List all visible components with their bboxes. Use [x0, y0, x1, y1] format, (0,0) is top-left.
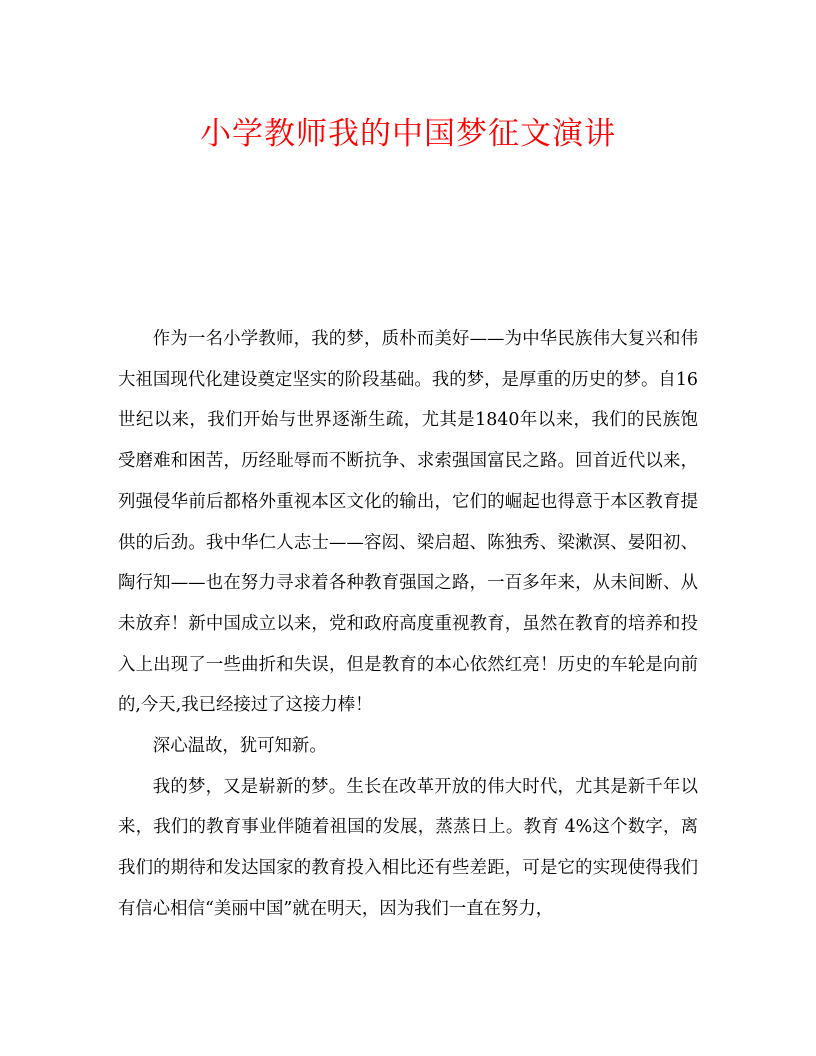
document-body: [118, 319, 698, 930]
paragraph-history-dream: 作为一名小学教师，我的梦，质朴而美好——为中华民族伟大复兴和伟大祖国现代化建设奠定坚实的阶段基础。我的梦，是厚重的历史的梦。自16世纪以来，我们开始与世界逐渐生疏，尤其是1840年以来，我们的民族饱受磨难和困苦，历经耻辱而不断抗争、求索强国富民之路。回首近代以来，列强侵华前后都格外重视本区文化的输出，它们的崛起也得意于本区教育提供的后劲。我中华仁人志士——容闳、梁启超、陈独秀、梁漱溟、晏阳初、陶行知——也在努力寻求着各种教育强国之路，一百多年来，从未间断、从未放弃！新中国成立以来，党和政府高度重视教育，虽然在教育的培养和投入上出现了一些曲折和失误，但是教育的本心依然红亮！历史的车轮是向前的,今天,我已经接过了这接力棒！: [118, 329, 698, 716]
paragraph-new-dream: 我的梦，又是崭新的梦。生长在改革开放的伟大时代，尤其是新千年以来，我们的教育事业伴随着祖国的发展，蒸蒸日上。教育 4%这个数字，离我们的期待和发达国家的教育投入相比还有些差距，可是它的实现使得我们有信心相信“美丽中国”就在明天，因为我们一直在努力，: [118, 776, 698, 919]
document-title: 小学教师我的中国梦征文演讲: [200, 116, 616, 152]
paragraph-short-quote: 深心温故，犹可知新。: [152, 736, 327, 757]
